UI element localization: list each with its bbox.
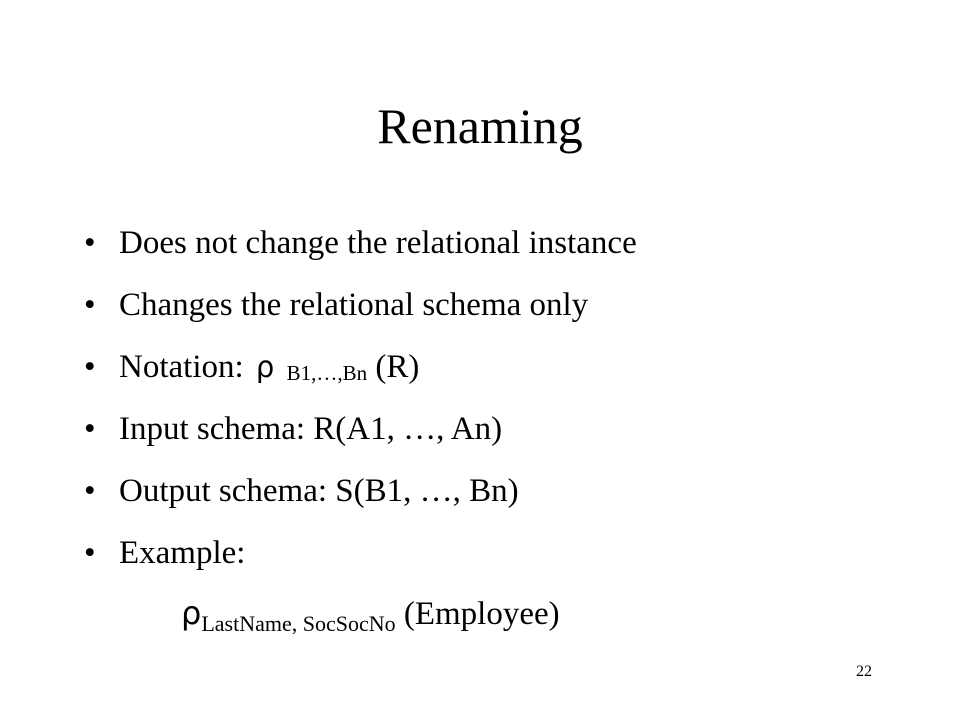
bullet-text: Output schema: S(B1, …, Bn) — [119, 473, 519, 509]
bullet-dot: • — [84, 287, 96, 323]
example-formula — [181, 584, 560, 646]
bullet-item — [84, 524, 637, 586]
bullet-text: Changes the relational schema only — [119, 287, 589, 323]
bullet-dot: • — [84, 349, 96, 385]
bullet-item — [84, 214, 637, 276]
bullet-list — [84, 214, 637, 586]
page-number: 22 — [856, 663, 872, 680]
bullet-item — [84, 276, 637, 338]
bullet-item-notation — [84, 338, 637, 400]
bullet-text: Input schema: R(A1, …, An) — [119, 411, 503, 447]
bullet-text: Does not change the relational instance — [119, 225, 637, 261]
bullet-dot: • — [84, 411, 96, 447]
example-argument: (Employee) — [403, 596, 560, 632]
bullet-dot: • — [84, 535, 96, 571]
notation-label: Notation: — [119, 349, 252, 385]
bullet-text: Example: — [119, 535, 246, 571]
bullet-item — [84, 400, 637, 462]
bullet-dot: • — [84, 225, 96, 261]
slide-title: Renaming — [377, 98, 583, 154]
notation-subscript: B1,…,Bn — [286, 361, 368, 385]
bullet-dot: • — [84, 473, 96, 509]
rho-symbol: ρ — [181, 594, 202, 632]
bullet-item — [84, 462, 637, 524]
example-subscript: LastName, SocSocNo — [201, 611, 396, 636]
rho-symbol: ρ — [255, 350, 275, 384]
notation-argument: (R) — [375, 349, 420, 385]
